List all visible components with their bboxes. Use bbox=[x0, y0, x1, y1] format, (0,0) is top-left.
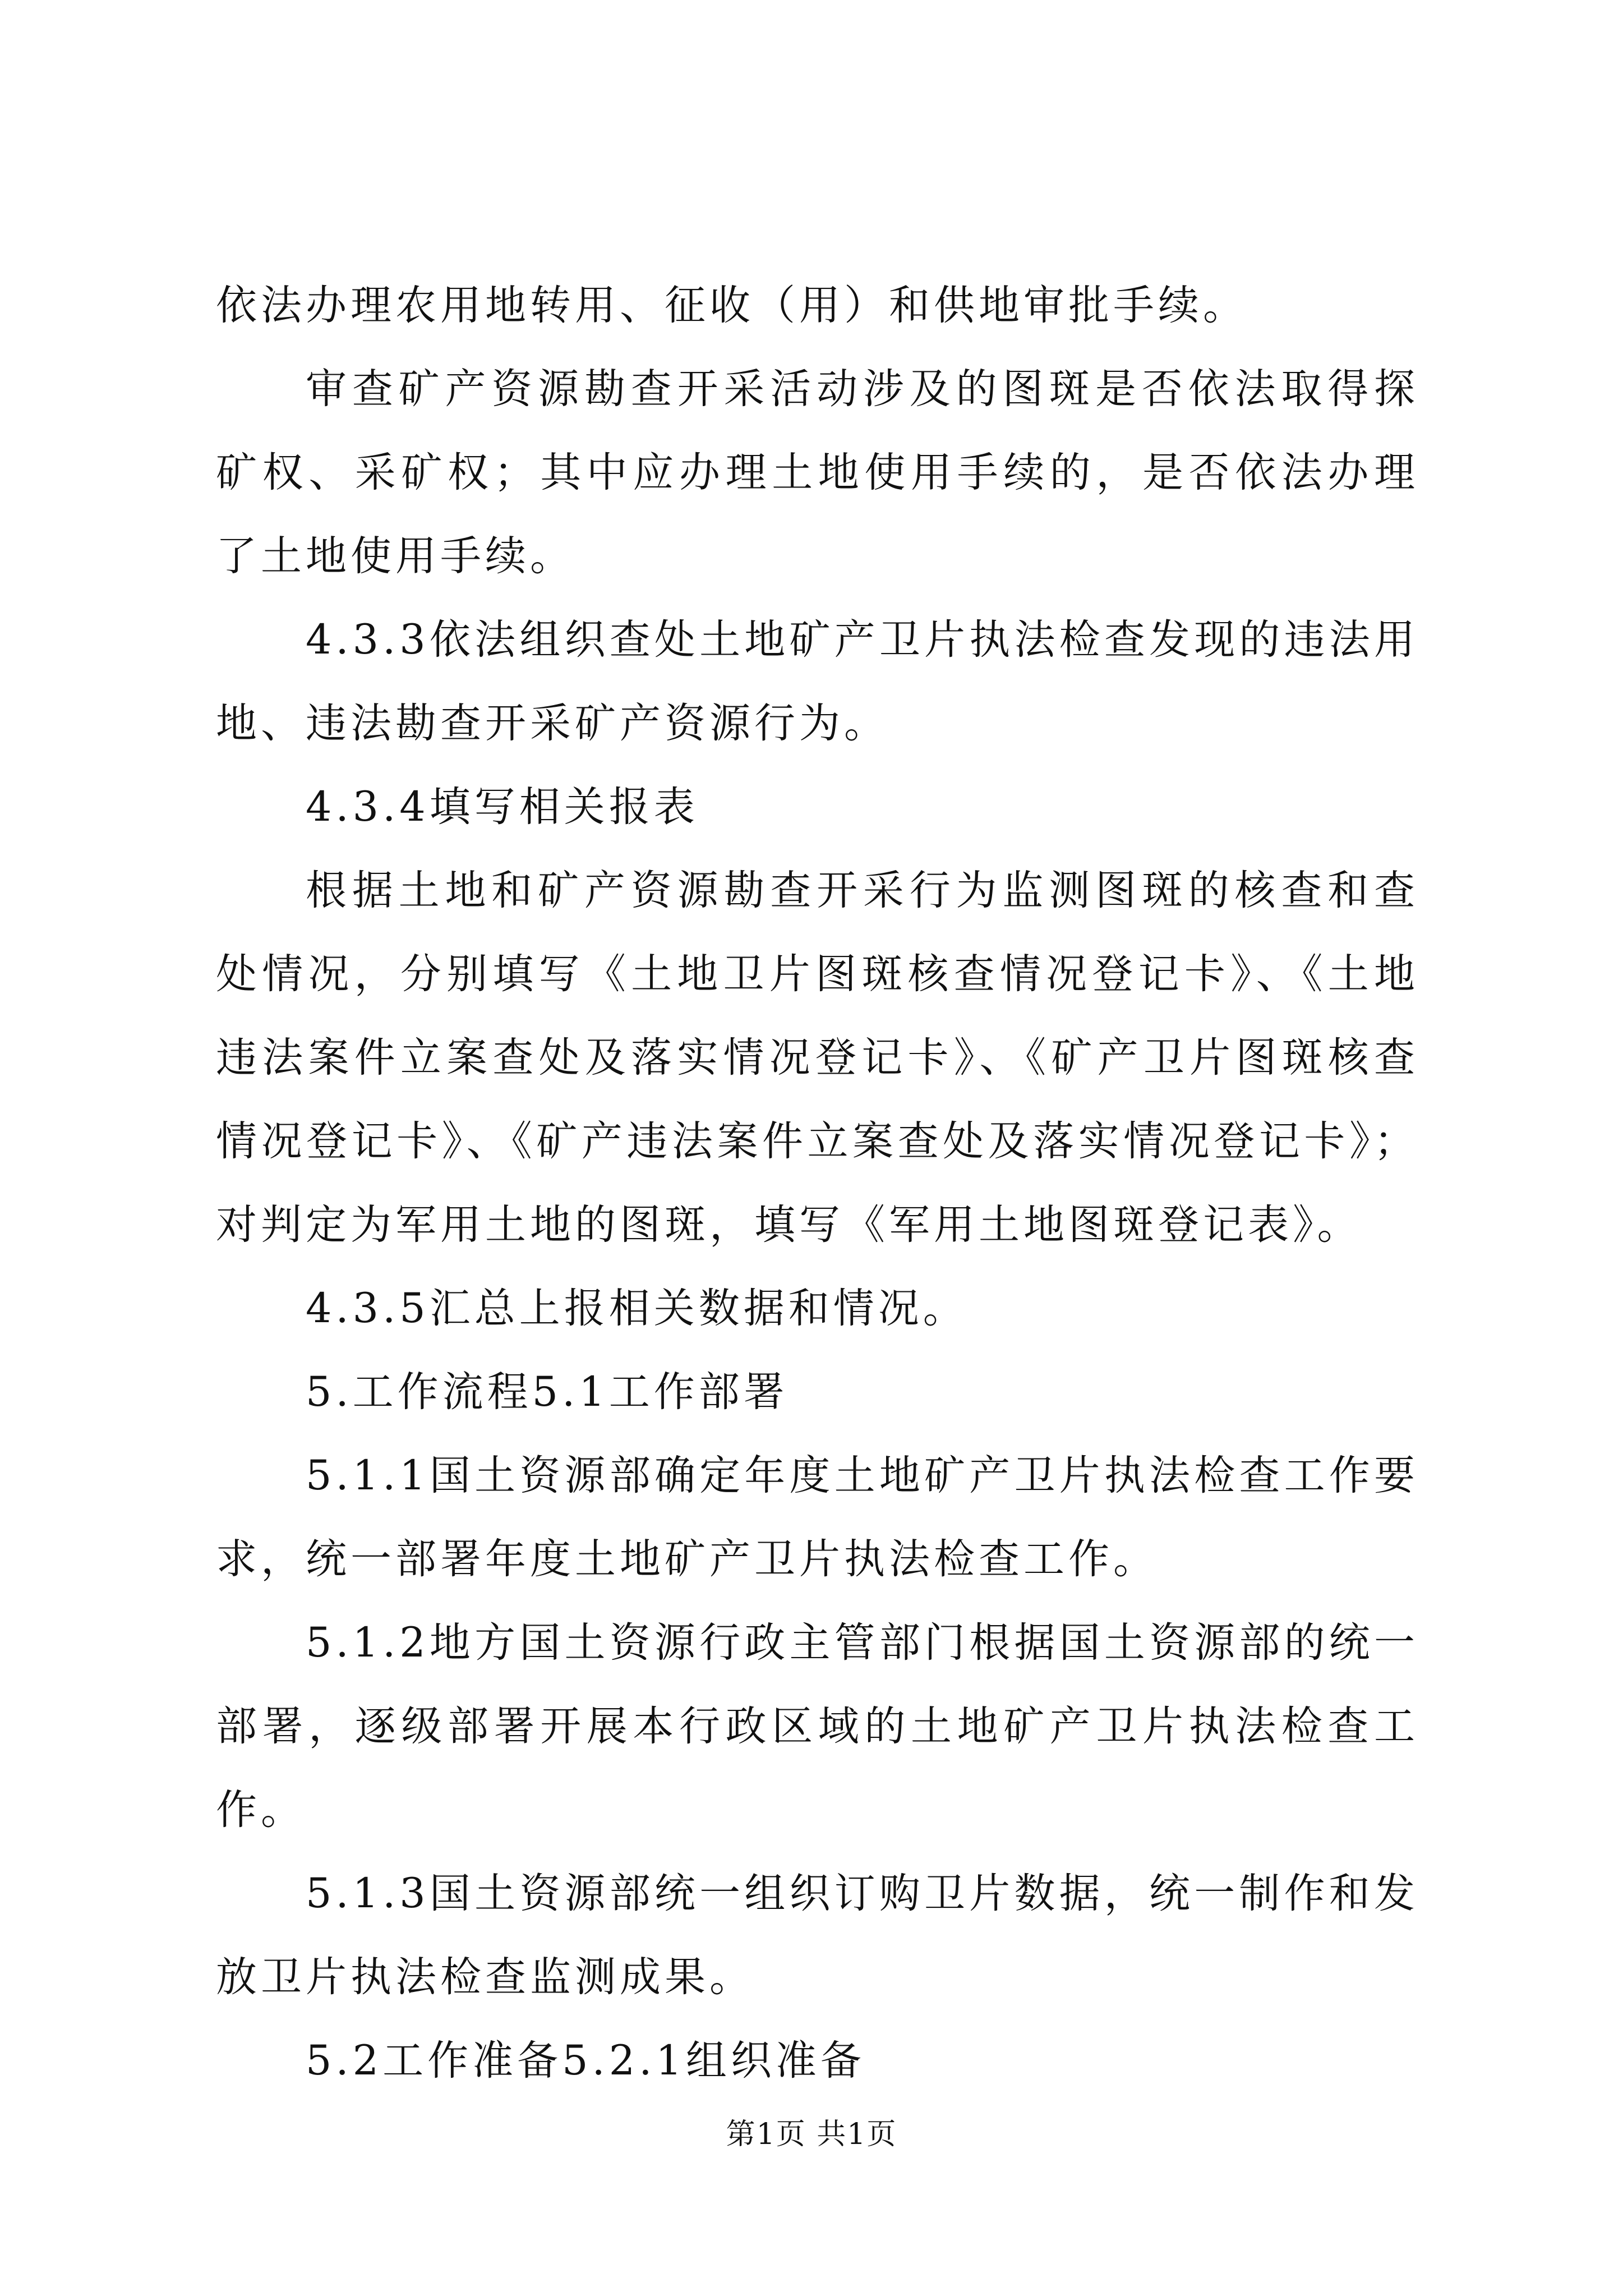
paragraph-mineral-review: 审查矿产资源勘查开采活动涉及的图斑是否依法取得探矿权、采矿权；其中应办理土地使用手续的，是否依法办理了土地使用手续。 bbox=[216, 365, 1419, 580]
paragraph-continuation: 依法办理农用地转用、征收（用）和供地审批手续。 bbox=[216, 282, 1248, 329]
document-body bbox=[216, 264, 1419, 2102]
paragraph-4-3-4: 4.3.4填写相关报表 bbox=[306, 783, 699, 831]
page-footer: 第1页 共1页 bbox=[726, 2118, 897, 2151]
paragraph-report-forms: 根据土地和矿产资源勘查开采行为监测图斑的核查和查处情况，分别填写《土地卫片图斑核查情况登记卡》、《土地违法案件立案查处及落实情况登记卡》、《矿产卫片图斑核查情况登记卡》、《矿产违法案件立案查处及落实情况登记卡》；对判定为军用土地的图斑，填写《军用土地图斑登记表》。 bbox=[216, 867, 1419, 1249]
paragraph-5-1-3: 5.1.3国土资源部统一组织订购卫片数据，统一制作和发放卫片执法检查监测成果。 bbox=[216, 1870, 1419, 2001]
paragraph-5-1-1: 5.1.1国土资源部确定年度土地矿产卫片执法检查工作要求，统一部署年度土地矿产卫片执法检查工作。 bbox=[216, 1452, 1419, 1583]
paragraph-5-2: 5.2工作准备5.2.1组织准备 bbox=[306, 2037, 865, 2085]
paragraph-4-3-5: 4.3.5汇总上报相关数据和情况。 bbox=[306, 1285, 968, 1332]
paragraph-4-3-3: 4.3.3依法组织查处土地矿产卫片执法检查发现的违法用地、违法勘查开采矿产资源行为。 bbox=[216, 616, 1419, 747]
paragraph-5-workflow: 5.工作流程5.1工作部署 bbox=[306, 1368, 789, 1416]
paragraph-5-1-2: 5.1.2地方国土资源行政主管部门根据国土资源部的统一部署，逐级部署开展本行政区域的土地矿产卫片执法检查工作。 bbox=[216, 1619, 1419, 1834]
